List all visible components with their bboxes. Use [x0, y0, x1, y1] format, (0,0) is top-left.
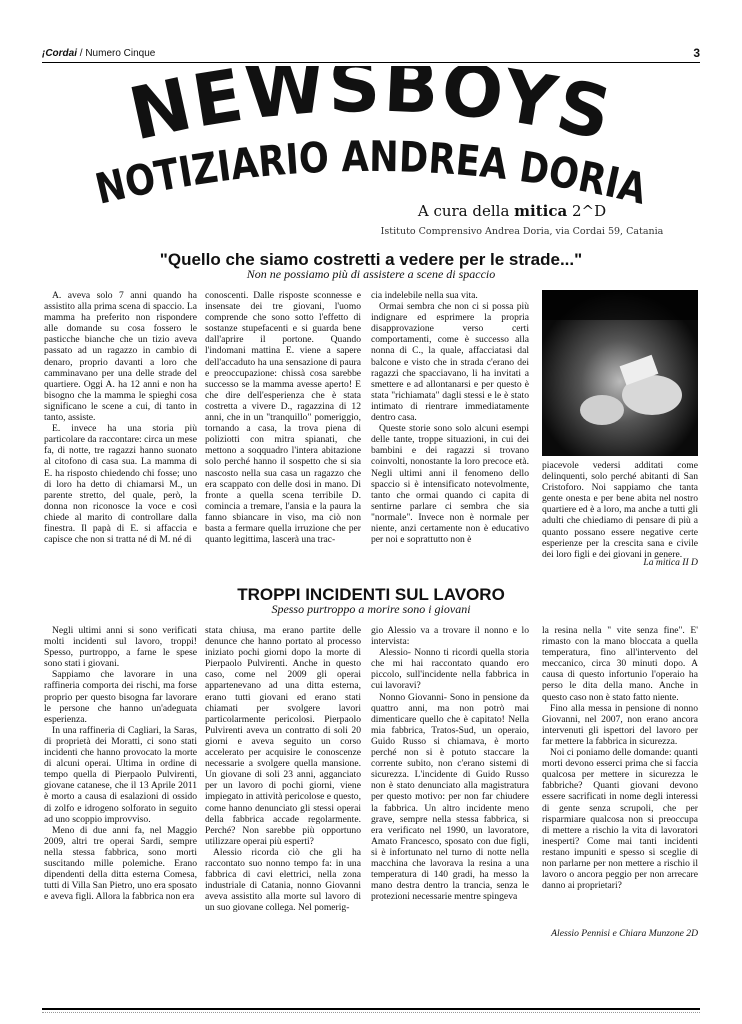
article2-title: TROPPI INCIDENTI SUL LAVORO [237, 585, 505, 604]
paragraph: E. invece ha una storia più particolare da raccontare: circa un mese fa, di notte, tre ragazzi hanno suonato al citofono di casa sua. La mamma di E. ha risposto chiedendo chi fosse; uno di loro ha detto di chiamarsi M., un parente stretto, del quale, però, la donna non riconosce la voce e così chiede al marito di controllare dalla finestra. Il papà di E. si affaccia e capisce che non si tratta né di M. né di [44, 423, 197, 546]
paragraph: Alessio ricorda ciò che gli ha raccontato suo nonno tempo fa: in una fabbrica di cavi elettrici, nella zona industriale di Catania, nonno Giovanni aveva assistito alla morte sul lavoro di un suo giovane collega. Nel pomerig- [205, 846, 361, 914]
paragraph: Queste storie sono solo alcuni esempi delle tante, troppe situazioni, in cui dei bambini e dei ragazzi si trovano coinvolti, nonostante la loro precoce età. Negli ultimi anni il fenomeno dello spaccio si è intensificato notevolmente, tanto che ormai quando ci capita di sentirne parlare ci sembra che sia "normale". Invece non è normale per niente, anzi certamente non è educativo per noi e soprattutto non è [371, 423, 529, 546]
paragraph: Alessio- Nonno ti ricordi quella storia che mi hai raccontato quando ero piccolo, sull'incidente nella fabbrica in cui lavoravi? [371, 647, 529, 692]
paragraph: piacevole vedersi additati come delinquenti, solo perché abitanti di San Cristoforo. Noi sappiamo che tanta gente onesta e per bene abita nel nostro quartiere ed è a loro, ma anche a tutti gli adulti che chiediamo di pensare di più a quanto possano essere negative certe esperienze per la crescita sana e civile dei loro figli e dei giovani in genere. [542, 460, 698, 560]
masthead [42, 66, 700, 266]
article2-signature: Alessio Pennisi e Chiara Munzone 2D [551, 928, 698, 939]
masthead-title-top: NEWSBOYS [121, 66, 621, 157]
article1-column-2 [205, 290, 361, 545]
masthead-graphic [42, 66, 700, 266]
masthead-school: Istituto Comprensivo Andrea Doria, via Cordai 59, Catania [380, 226, 664, 237]
article2-column-4 [542, 625, 698, 891]
article1-signature: La mitica II D [643, 557, 698, 568]
article2-column-3 [371, 625, 529, 902]
paragraph: conoscenti. Dalle risposte sconnesse e insensate dei tre giovani, l'uomo comprende che sono sotto l'effetto di sostanze stupefacenti e si guarda bene dall'aprire il portone. Quando l'indomani mattina E. viene a sapere dell'accaduto ha una sensazione di paura e preoccupazione: chissà cosa sarebbe successo se la mamma avesse aperto! E che dire dell'esperienza che è stata costretta a vivere D., ragazzina di 12 anni, che in un "tranquillo" pomeriggio, tornando a casa, la trova piena di poliziotti con mitra spianati, che mettono a soqquadro l'intera abitazione solo perché hanno il sospetto che si sia nascosto nella sua casa un ragazzo che era scappato con delle dosi in mano. Di fronte a quella scena terribile D. comincia a tremare, l'ansia e la paura la fanno sbiancare in viso, ma ciò non basta a fermare quella irruzione che per quanto legittima, lascerà una trac- [205, 290, 361, 546]
paragraph: Noi ci poniamo delle domande: quanti morti devono esserci prima che si faccia qualcosa per mettere in sicurezza le fabbriche? Quanti giovani devono essere sacrificati in nome degli interessi di gente senza scrupoli, che per risparmiare qualcosa non si preoccupa di mettere a rischio la vita di lavoratori inesperti? Come mai tanti incidenti restano impuniti e spesso si sceglie di non parlarne per non mettere a rischio il lavoro o ancora peggio per non arrecare danno ai proprietari? [542, 747, 698, 892]
paragraph: gio Alessio va a trovare il nonno e lo intervista: [371, 625, 529, 648]
newspaper-brand: ¡Cordai [42, 48, 77, 59]
paragraph: cia indelebile nella sua vita. [371, 290, 478, 301]
paragraph: Ormai sembra che non ci si possa più indignare ed esprimere la propria disapprovazione verso certi comportamenti, come è successo alla nonna di C., la quale, affacciatasi dal balcone e visto che in strada c'erano dei ragazzi che spacciavano, li ha invitati a smettere e ad allontanarsi e per questo è stata "richiamata" dagli stessi e le è stato intimato di rientrare immediatamente dentro casa. [371, 301, 529, 424]
article1-photo [542, 290, 698, 456]
article2-subtitle: Spesso purtroppo a morire sono i giovani [271, 602, 471, 616]
masthead-title-bottom: NOTIZIARIO ANDREA DORIA [90, 131, 657, 215]
article1-column-4 [542, 460, 698, 560]
article1-title: "Quello che siamo costretti a vedere per le strade..." [159, 250, 583, 269]
article2-column-2 [205, 625, 361, 913]
paragraph: In una raffineria di Cagliari, la Saras, di proprietà dei Moratti, ci sono stati incidenti che hanno provocato la morte di alcuni operai. Ultima in ordine di tempo quella di Pierpaolo Pulvirenti, giovane catanese, che il 13 Aprile 2011 è morto a causa di esalazioni di ossido di zolfo e idrogeno solforato in seguito ad uno scoppio improvviso. [44, 724, 197, 825]
paragraph: stata chiusa, ma erano partite delle denunce che hanno portato al processo iniziato pochi giorni dopo la morte di Pierpaolo Pulvirenti. Anche in questo caso, come nel 2009 gli operai appartenevano ad una ditta esterna, erano tutti giovani ed erano stati chiamati per svolgere lavori particolarmente pericolosi. Pierpaolo Pulvirenti aveva un contratto di soli 20 giorni e aveva seguito un corso accelerato per acquisire le conoscenze necessarie a svolgere quella mansione. Un giovane di soli 23 anni, agganciato per un lavoro di pochi giorni, viene impiegato in attività pericolose e questo, come hanno denunciato gli stessi operai della fabbrica accade regolarmente. Perché? Non sarebbe più opportuno utilizzare operai più esperti? [205, 625, 361, 847]
masthead-byline: A cura della mitica 2^D [417, 202, 607, 220]
issue-label: / Numero Cinque [77, 48, 156, 59]
paragraph: Negli ultimi anni si sono verificati molti incidenti sul lavoro, troppi! Spesso, purtroppo, a farne le spese sono stati i giovani. [44, 625, 197, 670]
paragraph: A. aveva solo 7 anni quando ha assistito alla prima scena di spaccio. La mamma ha preferito non rispondere alle domande su cosa fossero le pasticche bianche che un tizio aveva passato ad un ragazzo in cambio di denaro, proprio davanti a loro che camminavano per una delle strade del quartiere. Oggi A. ha 12 anni e non ha bisogno che la mamma le spieghi cosa significano le scene a cui, di tanto in tanto, assiste. [44, 290, 197, 424]
header-rule [42, 62, 700, 63]
paragraph: Fino alla messa in pensione di nonno Giovanni, nel 2007, non erano ancora intervenuti gli ispettori del lavoro per far mettere la fabbrica in sicurezza. [542, 702, 698, 747]
article1-column-1 [44, 290, 197, 545]
footer-rule [42, 1008, 700, 1010]
drug-deal-photo [542, 290, 698, 456]
article1-column-3 [371, 290, 529, 545]
article2-column-1 [44, 625, 197, 902]
footer-dots [42, 1012, 700, 1015]
paragraph: la resina nella " vite senza fine". E' rimasto con la mano bloccata a quella temperatura, fino all'intervento del meccanico, circa 30 minuti dopo. A causa di questo infortunio l'operaio ha perso le dita della mano. Anche in questo caso non è stato fatto niente. [542, 625, 698, 703]
page-number: 3 [693, 46, 700, 60]
paragraph: Meno di due anni fa, nel Maggio 2009, altri tre operai Sardi, sempre nella stessa fabbrica, sono morti suscitando mille polemiche. Erano dipendenti della ditta esterna Comesa, tutti di Villa San Pietro, uno era sposato e aveva figli. Allora la fabbrica non era [44, 824, 197, 903]
paragraph: Sappiamo che lavorare in una raffineria comporta dei rischi, ma forse proprio per questo bisogna far lavorare le persone che hanno un'adeguata esperienza. [44, 669, 197, 725]
article1-subtitle: Non ne possiamo più di assistere a scene di spaccio [246, 267, 496, 281]
paragraph: Nonno Giovanni- Sono in pensione da quattro anni, ma non potrò mai dimenticare quello che è capitato! Nella mia fabbrica, Tratos-Sud, un operaio, Guido Russo si chiamava, è morto perché non si è potuto staccare la corrente subito, non c'erano sistemi di sicurezza. L'incidente di Guido Russo non è stato denunciato alla magistratura per questo motivo: per non far chiudere la fabbrica. Un altro incidente meno grave, sempre nella stessa fabbrica, si era verificato nel 1990, un lavoratore, Amato Francesco, sposato con due figli, si è infortunato nel turno di notte nella macchina che lavorava la resina a una temperatura di 140 gradi, ha messo la mano destra dentro la trancia, senza le protezioni necessarie mentre spingeva [371, 691, 529, 903]
